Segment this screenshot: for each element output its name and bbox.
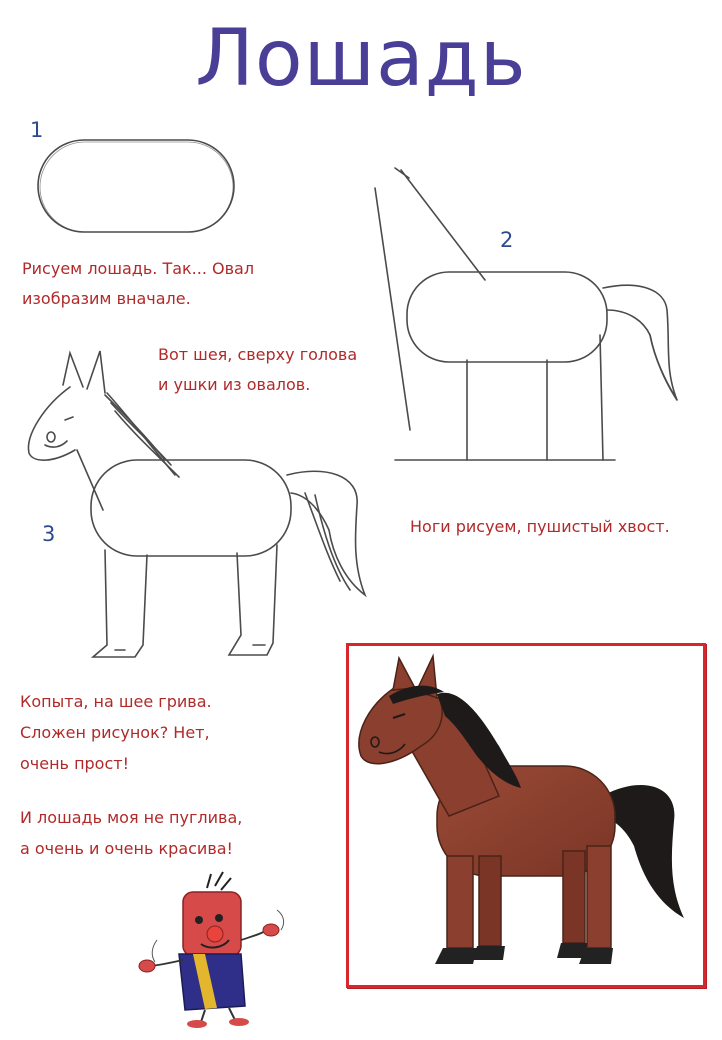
rhyme-block-3 (410, 512, 670, 542)
rhyme-line: Ноги рисуем, пушистый хвост. (410, 517, 670, 536)
rhyme-block-1 (22, 254, 254, 314)
rhyme-line: а очень и очень красива! (20, 839, 233, 858)
step-2-body-legs-sketch (365, 160, 705, 485)
rhyme-line: изобразим вначале. (22, 289, 191, 308)
step-number-3: 3 (42, 522, 56, 546)
step-1-oval-sketch (30, 130, 250, 245)
rhyme-line: очень прост! (20, 754, 129, 773)
rhyme-block-5 (20, 802, 242, 864)
rhyme-line: Вот шея, сверху голова (158, 345, 358, 364)
page-title: Лошадь (195, 14, 527, 104)
rhyme-block-4 (20, 686, 212, 779)
step-number-2: 2 (500, 228, 514, 252)
rhyme-line: И лошадь моя не пуглива, (20, 808, 243, 827)
rhyme-line: Рисуем лошадь. Так... Овал (22, 259, 255, 278)
rhyme-line: Копыта, на шее грива. (20, 692, 212, 711)
step-number-1: 1 (30, 118, 44, 142)
final-horse-frame (346, 643, 706, 988)
eraser-mascot-illustration (135, 870, 295, 1030)
final-horse-illustration (349, 646, 703, 985)
rhyme-line: и ушки из овалов. (158, 375, 311, 394)
rhyme-line: Сложен рисунок? Нет, (20, 723, 210, 742)
step-3-outline-horse-sketch (15, 345, 375, 675)
